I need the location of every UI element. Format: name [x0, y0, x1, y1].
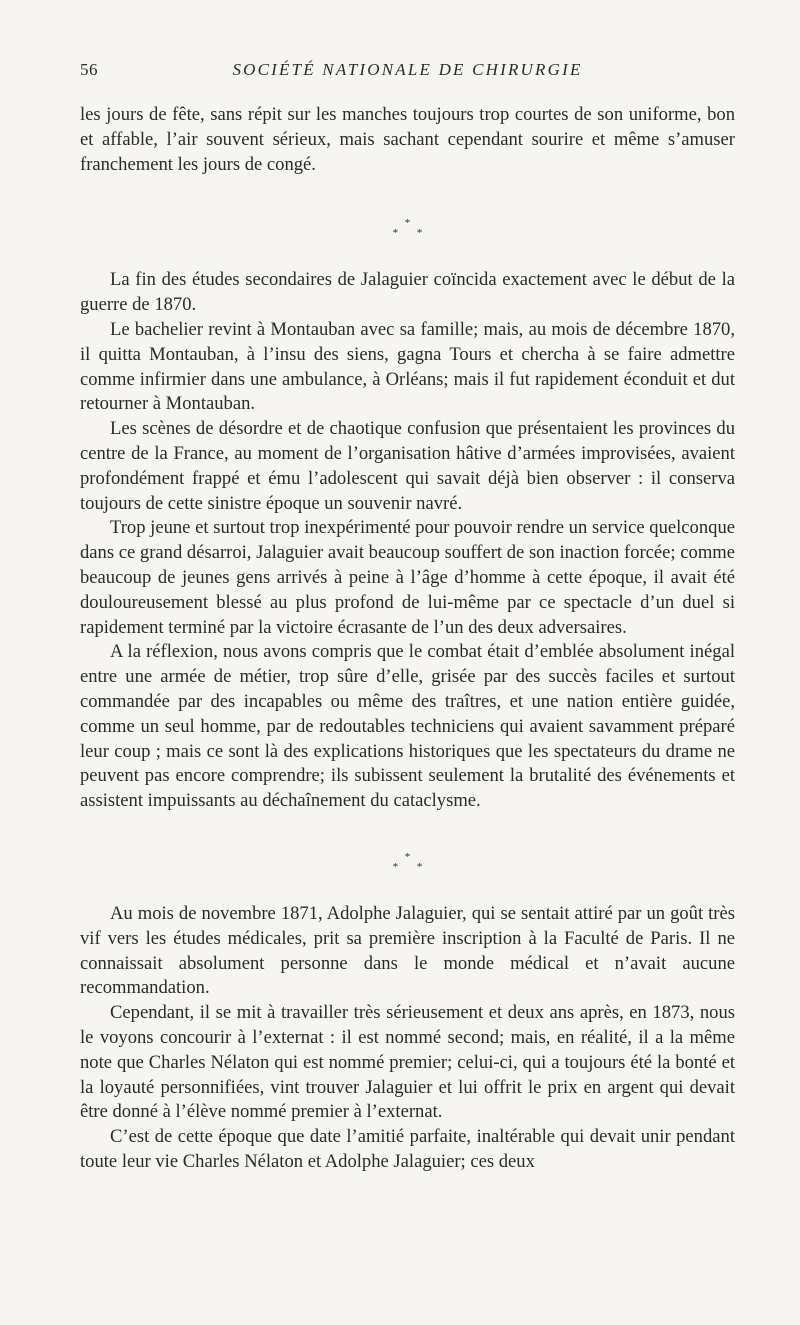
- paragraph: Cependant, il se mit à travailler très sérieusement et deux ans après, en 1873, nous le voyons concourir à l’externat : il est nommé second; mais, en réalité, il a la même note que Charles Nélaton qui est nommé premier; celui-ci, qui a toujours été la bonté et la loyauté personnifiées, vint trouver Jalaguier et lui offrit le prix en argent qui devait être donné à l’élève nommé premier à l’externat.: [80, 1002, 735, 1123]
- paragraph: C’est de cette époque que date l’amitié parfaite, inaltérable qui devait unir pendant toute leur vie Charles Nélaton et Adolphe Jalaguier; ces deux: [80, 1126, 735, 1172]
- journal-title: SOCIÉTÉ NATIONALE DE CHIRURGIE: [232, 60, 583, 79]
- page-number: 56: [80, 60, 98, 79]
- asterism-top: *: [404, 217, 411, 230]
- paragraph: Trop jeune et surtout trop inexpérimenté pour pouvoir rendre un service quelconque dans ce grand désarroi, Jalaguier avait beaucoup souffert de son inaction forcée; comme beaucoup de jeunes gens arrivés à peine à l’âge d’homme à cette époque, il avait été douloureusement blessé au plus profond de lui-même par ce spectacle d’un duel si rapidement terminé par la victoire écrasante de l’un des deux adversaires.: [80, 517, 735, 638]
- asterism-bottom: * *: [392, 227, 431, 240]
- body-text: [80, 103, 735, 1175]
- paragraph-continuation: les jours de fête, sans répit sur les manches toujours trop courtes de son uniforme, bon et affable, l’air souvent sérieux, mais sachant cependant sourire et même s’amuser franchement les jours de congé.: [80, 104, 735, 175]
- asterism-top: *: [404, 850, 411, 863]
- paragraph: La fin des études secondaires de Jalaguier coïncida exactement avec le début de la guerre de 1870.: [80, 269, 735, 316]
- asterism-bottom: * *: [392, 860, 431, 873]
- paragraph: Les scènes de désordre et de chaotique confusion que présentaient les provinces du centre de la France, au moment de l’organisation hâtive d’armées improvisées, avaient profondément frappé et ému l’adolescent qui savait déjà bien observer : il conserva toujours de cette sinistre époque un souvenir navré.: [80, 418, 735, 514]
- paragraph: Le bachelier revint à Montauban avec sa famille; mais, au mois de décembre 1870, il quitta Montauban, à l’insu des siens, gagna Tours et chercha à se faire admettre comme infirmier dans une ambulance, à Orléans; mais il fut rapidement éconduit et dut retourner à Montauban.: [80, 318, 735, 415]
- running-header: [80, 60, 735, 84]
- paragraph: Au mois de novembre 1871, Adolphe Jalaguier, qui se sentait attiré par un goût très vif vers les études médicales, prit sa première inscription à la Faculté de Paris. Il ne connaissait absolument personne dans le monde médical et n’avait aucune recommandation.: [80, 902, 735, 999]
- section-break-asterism: [80, 210, 735, 268]
- paragraph: A la réflexion, nous avons compris que le combat était d’emblée absolument inégal entre une armée de métier, trop sûre d’elle, grisée par des succès faciles et surtout commandée par des incapables ou même des traîtres, et une nation entière guidée, comme un seul homme, par de redoutables techniciens qui avaient savamment préparé leur coup ; mais ce sont là des explications historiques que les spectateurs du drame ne peuvent pas encore comprendre; ils subissent seulement la brutalité des événements et assistent impuissants au déchaînement du cataclysme.: [80, 641, 735, 812]
- section-break-asterism: [80, 844, 735, 902]
